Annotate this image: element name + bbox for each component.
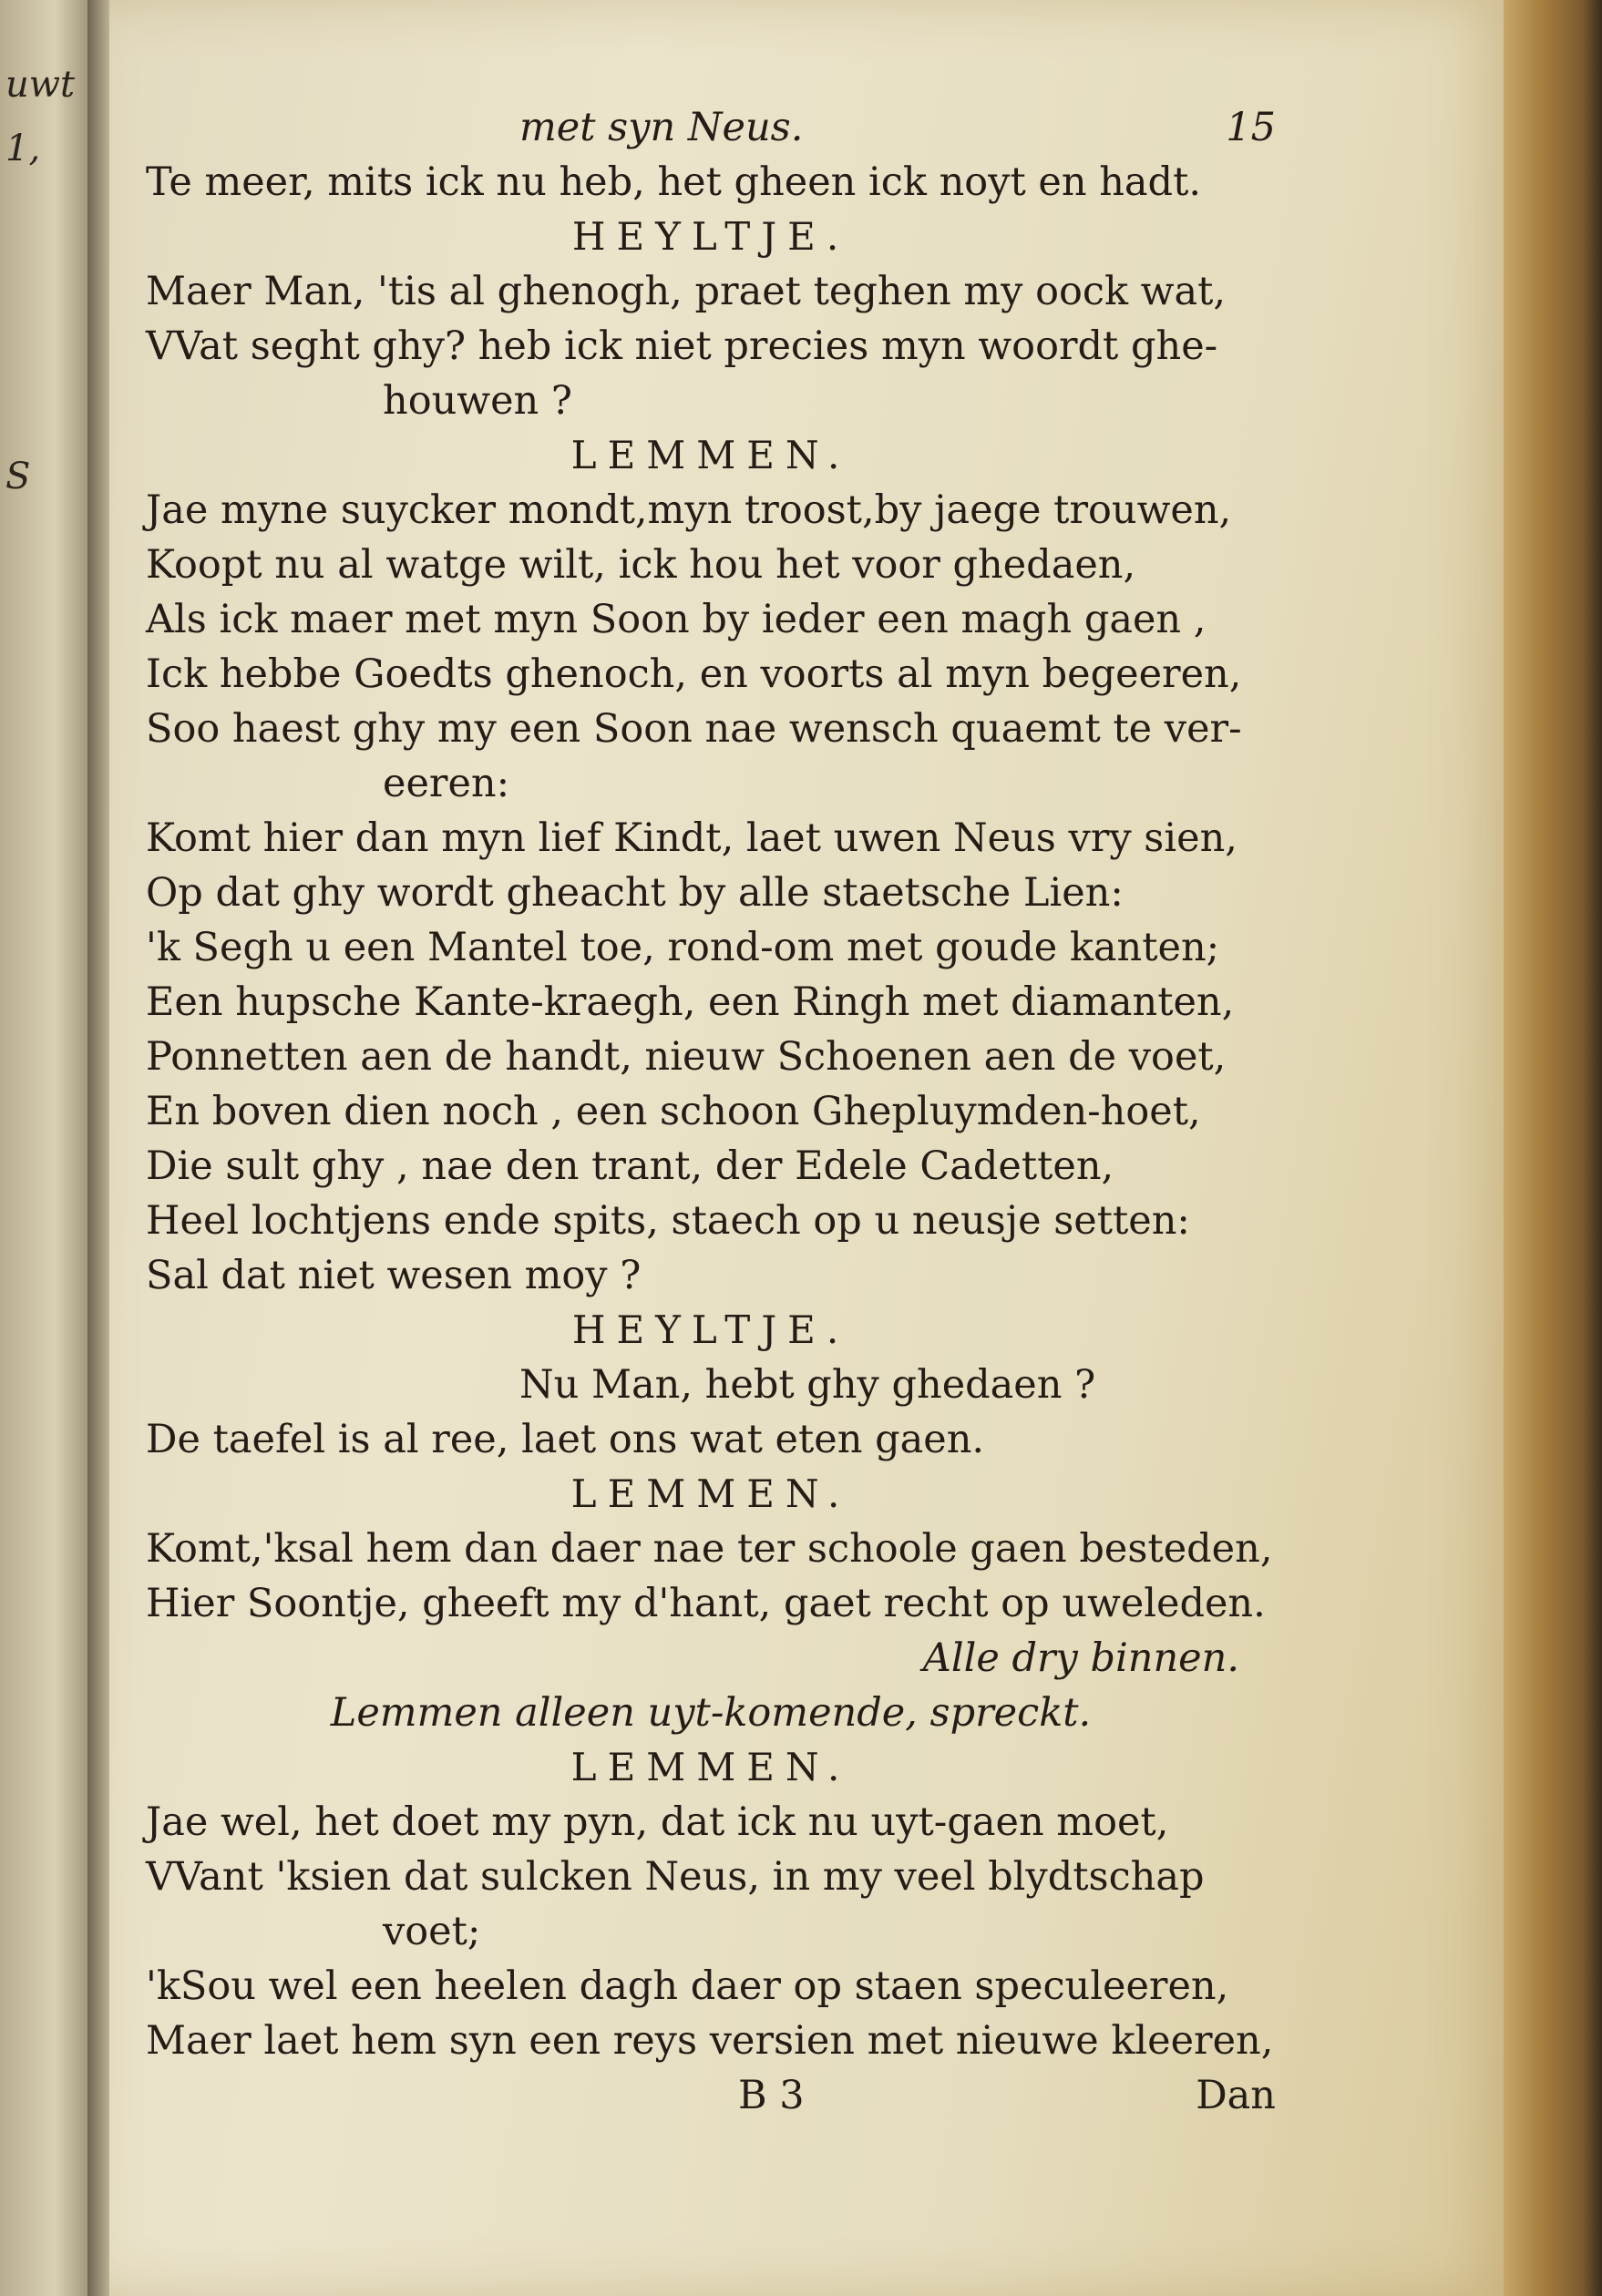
verse-line-indented: Nu Man, hebt ghy ghedaen ? (519, 1362, 1096, 1408)
verse-line: Op dat ghy wordt gheacht by alle staetsche Lien: (146, 870, 1124, 916)
speaker-name: LEMMEN. (570, 433, 851, 477)
stage-direction: Alle dry binnen. (922, 1635, 1239, 1681)
running-header (146, 100, 1276, 155)
page-footer (146, 2068, 1276, 2123)
left-margin-fragment: S (5, 456, 31, 497)
verse-line: Sal dat niet wesen moy ? (146, 1253, 642, 1298)
verse-line: Hier Soontje, gheeft my d'hant, gaet recht op uweleden. (146, 1581, 1266, 1626)
verse-line: De taefel is al ree, laet ons wat eten gaen. (146, 1417, 985, 1462)
verse-line: Komt hier dan myn lief Kindt, laet uwen Neus vry sien, (146, 815, 1237, 861)
verse-line: Heel lochtjens ende spits, staech op u neusje setten: (146, 1198, 1190, 1244)
catchword: Dan (1196, 2073, 1276, 2118)
verse-line: Koopt nu al watge wilt, ick hou het voor ghedaen, (146, 542, 1136, 588)
page-number: 15 (1226, 105, 1276, 150)
verse-line: Te meer, mits ick nu heb, het gheen ick noyt en hadt. (146, 159, 1202, 205)
left-margin-fragment: 1, (5, 128, 41, 169)
verse-line: VVat seght ghy? heb ick niet precies myn woordt ghe- (146, 323, 1218, 369)
verse-line: Soo haest ghy my een Soon nae wensch quaemt te ver- (146, 706, 1242, 752)
verse-line: VVant 'ksien dat sulcken Neus, in my veel blydtschap (146, 1854, 1205, 1900)
speaker-name: LEMMEN. (570, 1745, 851, 1789)
verse-line: En boven dien noch , een schoon Ghepluymden-hoet, (146, 1089, 1201, 1134)
verse-continuation: voet; (383, 1909, 481, 1954)
verse-continuation: houwen ? (383, 378, 572, 424)
speaker-name: HEYLTJE. (571, 214, 850, 259)
verse-line: Komt,'ksal hem dan daer nae ter schoole gaen besteden, (146, 1526, 1273, 1572)
verse-line: Jae myne suycker mondt,myn troost,by jaege trouwen, (146, 487, 1232, 533)
verse-line: Die sult ghy , nae den trant, der Edele Cadetten, (146, 1143, 1114, 1189)
left-page-edge (0, 0, 100, 2296)
verse-line: Maer laet hem syn een reys versien met nieuwe kleeren, (146, 2018, 1274, 2064)
verse-continuation: eeren: (383, 761, 510, 806)
running-head: met syn Neus. (519, 105, 804, 150)
verse-line: Jae wel, het doet my pyn, dat ick nu uyt-gaen moet, (146, 1799, 1169, 1845)
verse-line: 'k Segh u een Mantel toe, rond-om met goude kanten; (146, 925, 1220, 970)
verse-lines (146, 155, 1276, 2068)
page-text (146, 100, 1276, 2123)
speaker-name: LEMMEN. (570, 1471, 851, 1516)
verse-line: Een hupsche Kante-kraegh, een Ringh met diamanten, (146, 979, 1235, 1025)
verse-line: Ick hebbe Goedts ghenoch, en voorts al myn begeeren, (146, 651, 1242, 697)
verse-line: Als ick maer met myn Soon by ieder een magh gaen , (146, 597, 1207, 642)
verse-line: Ponnetten aen de handt, nieuw Schoenen aen de voet, (146, 1034, 1227, 1080)
stage-direction: Lemmen alleen uyt-komende, spreckt. (330, 1690, 1092, 1736)
signature-mark: B 3 (738, 2073, 805, 2118)
speaker-name: HEYLTJE. (571, 1307, 850, 1352)
verse-line: 'kSou wel een heelen dagh daer op staen speculeeren, (146, 1963, 1229, 2009)
left-margin-fragment: uwt (5, 64, 76, 106)
verse-line: Maer Man, 'tis al ghenogh, praet teghen my oock wat, (146, 269, 1227, 314)
page-stack-edge (1504, 0, 1602, 2296)
